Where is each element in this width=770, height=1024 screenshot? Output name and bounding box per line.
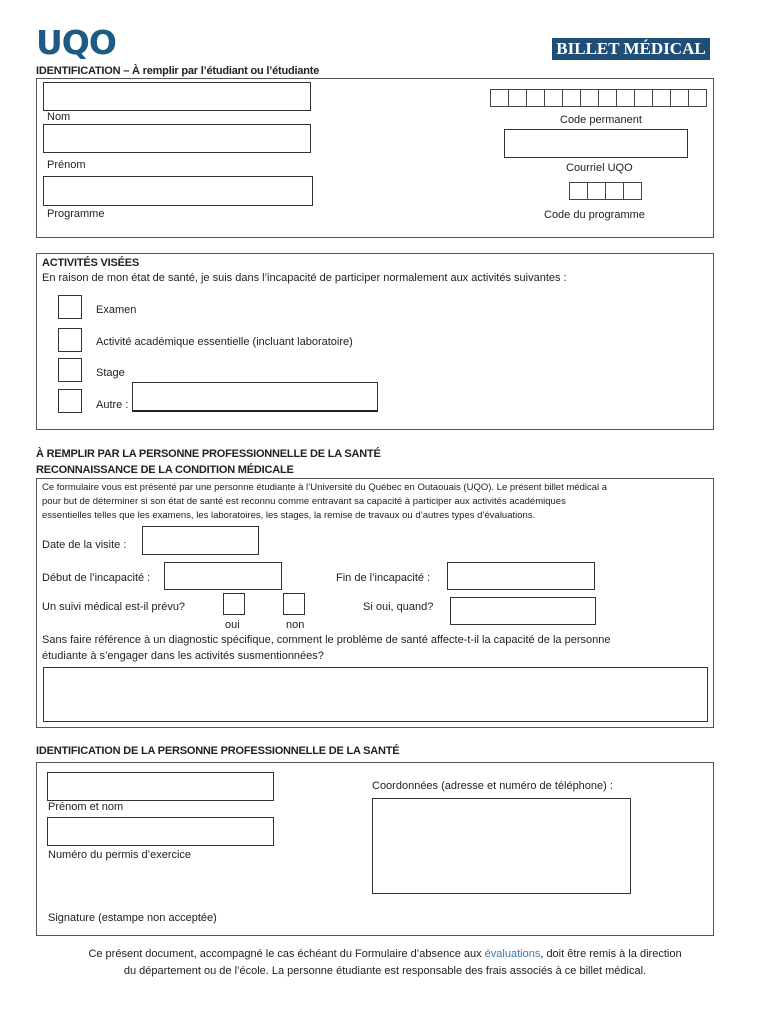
suivi-non-checkbox[interactable] — [283, 593, 305, 615]
autre-field[interactable] — [132, 382, 378, 412]
fin-field[interactable] — [447, 562, 595, 590]
prenom-nom-label: Prénom et nom — [48, 801, 124, 813]
activites-heading: ACTIVITÉS VISÉES — [42, 257, 140, 269]
permis-field[interactable] — [47, 817, 274, 846]
document-title: BILLET MÉDICAL — [552, 38, 710, 60]
evaluations-link[interactable]: évaluations — [484, 948, 541, 960]
question-line-2: étudiante à s’engager dans les activités susmentionnées? — [42, 650, 324, 662]
courriel-label: Courriel UQO — [566, 162, 633, 174]
intro-line-2: pour but de déterminer si son état de santé est reconnu comme entravant sa capacité à participer aux activités académiques — [42, 496, 566, 507]
examen-checkbox[interactable] — [58, 295, 82, 319]
option-stage: Stage — [96, 367, 125, 379]
si-oui-field[interactable] — [450, 597, 596, 625]
intro-line-1: Ce formulaire vous est présenté par une personne étudiante à l’Université du Québec en Outaouais (UQO). Le présent billet médical a — [42, 482, 608, 493]
nom-field[interactable] — [43, 82, 311, 111]
oui-label: oui — [225, 619, 240, 631]
code-programme-label: Code du programme — [544, 209, 645, 221]
date-visite-field[interactable] — [142, 526, 259, 555]
code-programme-field[interactable] — [569, 182, 642, 200]
activites-intro: En raison de mon état de santé, je suis dans l’incapacité de participer normalement aux activités suivantes : — [42, 272, 567, 284]
identification-heading: IDENTIFICATION – À remplir par l’étudiant ou l’étudiante — [36, 65, 320, 77]
autre-checkbox[interactable] — [58, 389, 82, 413]
identification-pro-heading: IDENTIFICATION DE LA PERSONNE PROFESSIONNELLE DE LA SANTÉ — [36, 745, 400, 757]
prenom-label: Prénom — [47, 159, 86, 171]
professionnel-heading: À REMPLIR PAR LA PERSONNE PROFESSIONNELLE DE LA SANTÉ — [36, 448, 381, 460]
reconnaissance-heading: RECONNAISSANCE DE LA CONDITION MÉDICALE — [36, 464, 294, 476]
permis-label: Numéro du permis d’exercice — [48, 849, 192, 861]
suivi-label: Un suivi médical est-il prévu? — [42, 601, 186, 613]
option-examen: Examen — [96, 304, 137, 316]
footer-note — [40, 946, 730, 980]
debut-label: Début de l’incapacité : — [42, 572, 151, 584]
debut-field[interactable] — [164, 562, 282, 590]
stage-checkbox[interactable] — [58, 358, 82, 382]
code-permanent-label: Code permanent — [560, 114, 642, 126]
suivi-oui-checkbox[interactable] — [223, 593, 245, 615]
coordonnees-label: Coordonnées (adresse et numéro de téléphone) : — [372, 780, 613, 792]
coordonnees-field[interactable] — [372, 798, 631, 894]
option-activite-academique: Activité académique essentielle (incluant laboratoire) — [96, 336, 353, 348]
fin-label: Fin de l’incapacité : — [336, 572, 431, 584]
non-label: non — [286, 619, 305, 631]
option-autre: Autre : — [96, 399, 129, 411]
activite-academique-checkbox[interactable] — [58, 328, 82, 352]
programme-label: Programme — [47, 208, 105, 220]
capacite-field[interactable] — [43, 667, 708, 722]
programme-field[interactable] — [43, 176, 313, 206]
signature-label: Signature (estampe non acceptée) — [48, 912, 217, 924]
footer-text-3: du département ou de l’école. La personne étudiante est responsable des frais associés à ce billet médical. — [123, 965, 647, 977]
prenom-nom-field[interactable] — [47, 772, 274, 801]
date-visite-label: Date de la visite : — [42, 539, 127, 551]
question-line-1: Sans faire référence à un diagnostic spécifique, comment le problème de santé affecte-t-il la capacité de la personne — [42, 634, 611, 646]
prenom-field[interactable] — [43, 124, 311, 153]
intro-line-3: essentielles telles que les examens, les laboratoires, les stages, la remise de travaux ou d’autres types d’évaluations. — [42, 510, 536, 521]
footer-text-1: Ce présent document, accompagné le cas échéant du Formulaire d’absence aux — [88, 948, 485, 960]
courriel-field[interactable] — [504, 129, 688, 158]
code-permanent-field[interactable] — [490, 89, 707, 107]
footer-text-2: , doit être remis à la direction — [540, 948, 682, 960]
uqo-logo: UQO — [36, 23, 116, 62]
nom-label: Nom — [47, 111, 71, 123]
si-oui-label: Si oui, quand? — [363, 601, 434, 613]
